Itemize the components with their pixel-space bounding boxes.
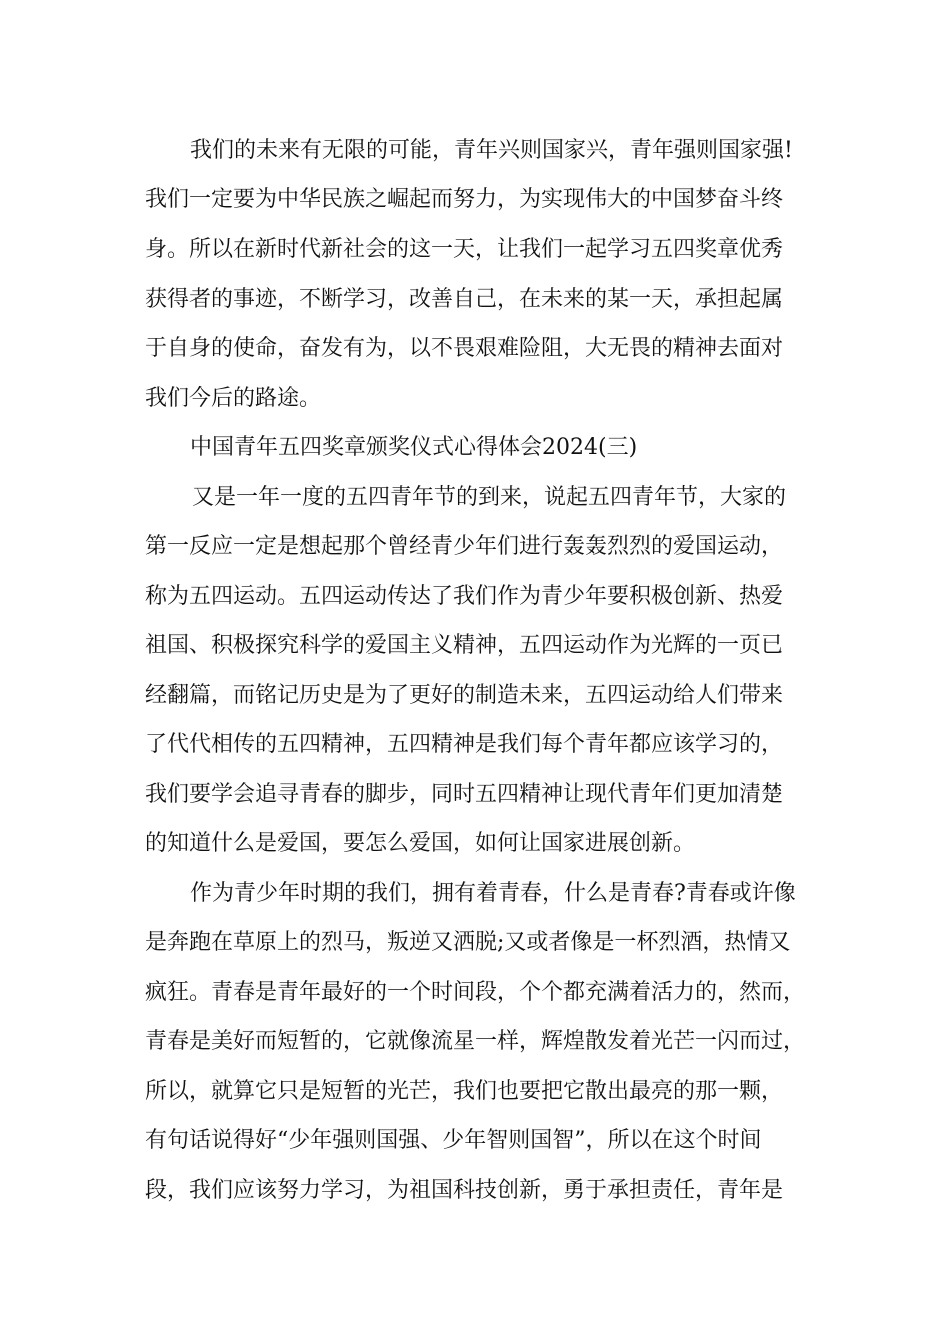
text-line: 我们的未来有无限的可能，青年兴则国家兴，青年强则国家强! xyxy=(190,138,793,163)
text-line: 作为青少年时期的我们，拥有着青春，什么是青春?青春或许像 xyxy=(190,881,796,906)
text-line: 于自身的使命，奋发有为，以不畏艰难险阻，大无畏的精神去面对 xyxy=(145,336,784,361)
text-line: 身。所以在新时代新社会的这一天，让我们一起学习五四奖章优秀 xyxy=(145,237,784,262)
text-line: 经翻篇，而铭记历史是为了更好的制造未来，五四运动给人们带来 xyxy=(145,683,784,708)
text-line: 称为五四运动。五四运动传达了我们作为青少年要积极创新、热爱 xyxy=(145,584,784,609)
text-line: 我们要学会追寻青春的脚步，同时五四精神让现代青年们更加清楚 xyxy=(145,782,784,807)
text-line: 青春是美好而短暂的，它就像流星一样，辉煌散发着光芒一闪而过， xyxy=(145,1029,806,1054)
text-line: 又是一年一度的五四青年节的到来，说起五四青年节，大家的 xyxy=(192,485,787,510)
text-line: 有句话说得好“少年强则国强、少年智则国智”，所以在这个时间 xyxy=(145,1128,762,1153)
text-line: 我们今后的路途。 xyxy=(145,386,322,411)
text-line: 疯狂。青春是青年最好的一个时间段，个个都充满着活力的，然而， xyxy=(145,980,806,1005)
text-line: 是奔跑在草原上的烈马，叛逆又洒脱;又或者像是一杯烈酒，热情又 xyxy=(145,930,791,955)
text-line: 获得者的事迹，不断学习，改善自己，在未来的某一天，承担起属 xyxy=(145,287,784,312)
text-line: 的知道什么是爱国，要怎么爱国，如何让国家进展创新。 xyxy=(145,831,696,856)
text-line: 所以，就算它只是短暂的光芒，我们也要把它散出最亮的那一颗， xyxy=(145,1079,784,1104)
text-line: 我们一定要为中华民族之崛起而努力，为实现伟大的中国梦奋斗终 xyxy=(145,187,784,212)
text-line: 段，我们应该努力学习，为祖国科技创新，勇于承担责任，青年是 xyxy=(145,1178,784,1203)
section-heading: 中国青年五四奖章颁奖仪式心得体会2024(三) xyxy=(190,435,638,460)
text-line: 了代代相传的五四精神，五四精神是我们每个青年都应该学习的， xyxy=(145,732,784,757)
text-line: 祖国、积极探究科学的爱国主义精神，五四运动作为光辉的一页已 xyxy=(145,633,784,658)
text-line: 第一反应一定是想起那个曾经青少年们进行轰轰烈烈的爱国运动， xyxy=(145,534,784,559)
